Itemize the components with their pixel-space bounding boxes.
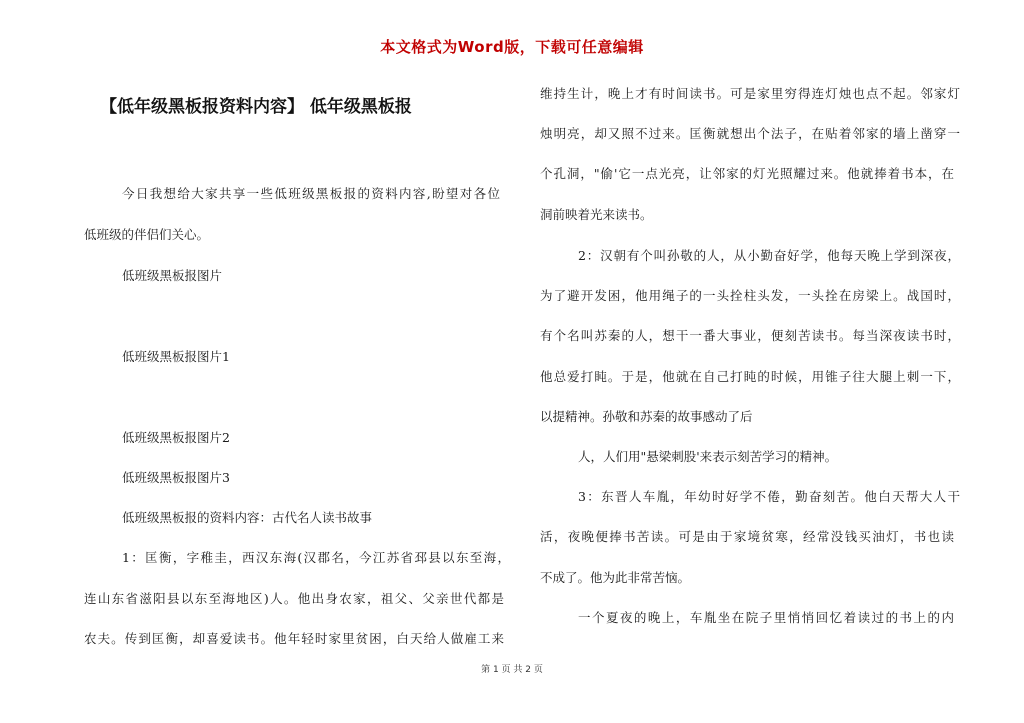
left-line: 1：匡衡，字稚圭，西汉东海(汉郡名，今江苏省邳县以东至海， — [122, 550, 510, 565]
left-line: 连山东省滋阳县以东至海地区)人。他出身农家，祖父、父亲世代都是 — [84, 591, 504, 606]
right-line: 2：汉朝有个叫孙敬的人，从小勤奋好学，他每天晚上学到深夜， — [578, 248, 960, 263]
left-line: 农夫。传到匡衡，却喜爱读书。他年轻时家里贫困，白天给人做雇工来 — [84, 631, 504, 646]
document-banner: 本文格式为Word版，下载可任意编辑 — [380, 38, 644, 56]
right-line: 不成了。他为此非常苦恼。 — [540, 570, 691, 585]
left-line: 低班级黑板报图片 — [122, 268, 223, 283]
right-line: 有个名叫苏秦的人，想干一番大事业，便刻苦读书。每当深夜读书时， — [540, 328, 960, 343]
right-line: 他总爱打盹。于是，他就在自己打盹的时候，用锥子往大腿上刺一下， — [540, 369, 960, 384]
left-line: 今日我想给大家共享一些低班级黑板报的资料内容,盼望对各位 — [122, 186, 500, 201]
left-line: 低班级黑板报图片1 — [122, 349, 230, 364]
right-line: 烛明亮，却又照不过来。匡衡就想出个法子，在贴着邻家的墙上凿穿一 — [540, 126, 960, 141]
left-line: 低班级黑板报图片2 — [122, 430, 230, 445]
left-line: 低班级的伴侣们关心。 — [84, 227, 210, 242]
left-line: 低班级黑板报的资料内容：古代名人读书故事 — [122, 510, 373, 525]
document-title: 【低年级黑板报资料内容】 低年级黑板报 — [100, 97, 412, 117]
right-line: 维持生计，晚上才有时间读书。可是家里穷得连灯烛也点不起。邻家灯 — [540, 86, 960, 101]
right-line: 个孔洞，"偷'它一点光亮，让邻家的灯光照耀过来。他就捧着书本，在 — [540, 166, 954, 181]
right-line: 活，夜晚便捧书苦读。可是由于家境贫寒，经常没钱买油灯，书也读 — [540, 529, 954, 544]
right-line: 一个夏夜的晚上，车胤坐在院子里悄悄回忆着读过的书上的内 — [578, 610, 954, 625]
left-line: 低班级黑板报图片3 — [122, 470, 230, 485]
right-line: 人，人们用"悬梁刺股'来表示刻苦学习的精神。 — [578, 449, 838, 464]
right-line: 以提精神。孙敬和苏秦的故事感动了后 — [540, 409, 753, 424]
right-line: 为了避开发困，他用绳子的一头拴柱头发，一头拴在房梁上。战国时， — [540, 288, 960, 303]
right-line: 3：东晋人车胤，年幼时好学不倦，勤奋刻苦。他白天帮大人干 — [578, 489, 960, 504]
right-line: 洞前映着光来读书。 — [540, 207, 653, 222]
page-footer: 第 1 页 共 2 页 — [481, 665, 543, 675]
